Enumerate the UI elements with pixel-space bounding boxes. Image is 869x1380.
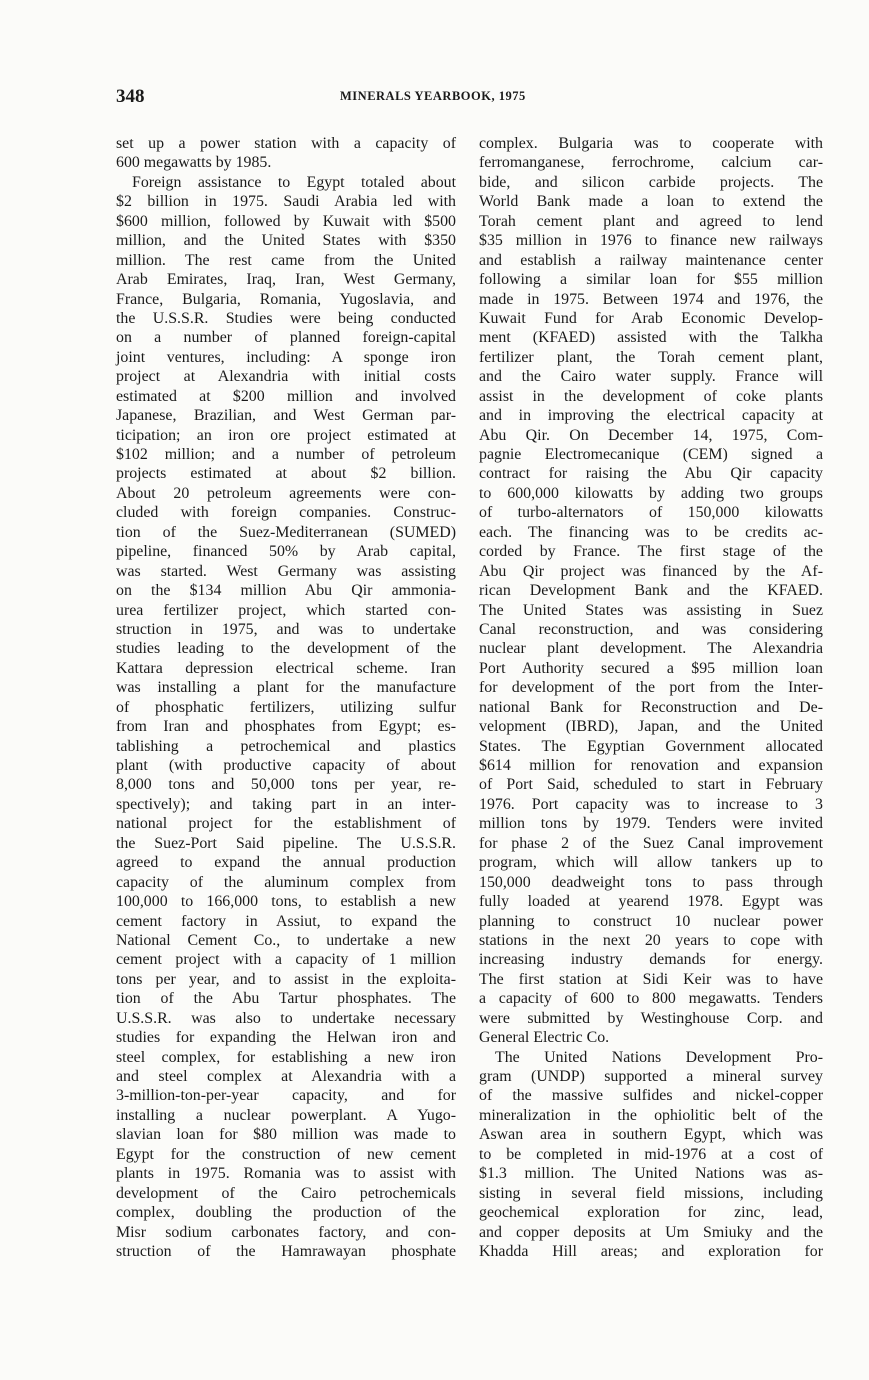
text-line: Misr sodium carbonates factory, and con- (116, 1223, 456, 1241)
text-line: and establish a railway maintenance center (479, 251, 823, 269)
text-line: of turbo-alternators of 150,000 kilowatts (479, 504, 823, 522)
text-line: for phase 2 of the Suez Canal improvement (479, 834, 823, 852)
text-line: struction in 1975, and was to undertake (116, 620, 456, 638)
text-line: of phosphatic fertilizers, utilizing sulfur (116, 698, 456, 716)
text-line: gram (UNDP) supported a mineral survey (479, 1068, 823, 1085)
text-line: national Bank for Reconstruction and De- (479, 698, 823, 716)
text-line: studies for expanding the Helwan iron and (116, 1029, 456, 1047)
text-line: geochemical exploration for zinc, lead, (479, 1204, 823, 1222)
text-line: tion of the Suez-Mediterranean (SUMED) (116, 523, 456, 541)
text-line: plants in 1975. Romania was to assist with (116, 1165, 456, 1183)
text-line: projects estimated at about $2 billion. (116, 465, 456, 483)
text-line: Torah cement plant and agreed to lend (479, 212, 823, 230)
text-line: The United Nations Development Pro- (495, 1048, 823, 1066)
text-line: $614 million for renovation and expansion (479, 757, 823, 774)
text-line: steel complex, for establishing a new iron (116, 1048, 456, 1066)
text-line: following a similar loan for $55 million (479, 271, 823, 289)
text-line: States. The Egyptian Government allocated (479, 737, 823, 755)
text-line: Port Authority secured a $95 million loan (479, 659, 823, 677)
text-line: made in 1975. Between 1974 and 1976, the (479, 290, 823, 308)
text-line: development of the Cairo petrochemicals (116, 1184, 456, 1202)
text-line: the U.S.S.R. Studies were being conducted (116, 309, 456, 327)
text-line: $102 million; and a number of petroleum (116, 446, 456, 463)
text-line: Kattara depression electrical scheme. Iran (116, 659, 456, 677)
text-line: tons per year, and to assist in the exploita- (116, 970, 456, 988)
text-line: U.S.S.R. was also to undertake necessary (116, 1009, 456, 1027)
text-line: fertilizer plant, the Torah cement plant, (479, 348, 823, 366)
text-line: were submitted by Westinghouse Corp. and (479, 1009, 823, 1027)
text-line: of the massive sulfides and nickel-copper (479, 1087, 823, 1105)
text-line: project at Alexandria with initial costs (116, 368, 456, 386)
text-line: rican Development Bank and the KFAED. (479, 582, 823, 600)
text-line: pagnie Electromecanique (CEM) signed a (479, 446, 823, 463)
text-line: million, and the United States with $350 (116, 232, 456, 250)
text-line: The United States was assisting in Suez (479, 601, 823, 619)
text-line: was started. West Germany was assisting (116, 562, 456, 580)
text-line: joint ventures, including: A sponge iron (116, 348, 456, 366)
text-line: planning to construct 10 nuclear power (479, 912, 823, 930)
text-line: velopment (IBRD), Japan, and the United (479, 718, 823, 736)
text-line: 100,000 to 166,000 tons, to establish a new (116, 893, 456, 911)
text-line: complex, doubling the production of the (116, 1204, 456, 1222)
right-text-column (479, 134, 823, 1261)
text-line: the Suez-Port Said pipeline. The U.S.S.R. (116, 834, 456, 852)
text-line: to be completed in mid-1976 at a cost of (479, 1145, 823, 1163)
text-line: Egypt for the construction of new cement (116, 1145, 456, 1163)
text-line: increasing industry demands for energy. (479, 951, 823, 969)
text-line: slavian loan for $80 million was made to (116, 1126, 456, 1144)
text-line: assist in the development of coke plants (479, 387, 823, 405)
text-line: nuclear plant development. The Alexandria (479, 640, 823, 658)
text-line: National Cement Co., to undertake a new (116, 931, 456, 949)
text-line: estimated at $200 million and involved (116, 387, 456, 405)
text-line: World Bank made a loan to extend the (479, 193, 823, 211)
page-number: 348 (116, 86, 145, 107)
text-line: contract for raising the Abu Qir capacity (479, 465, 823, 483)
text-line: struction of the Hamrawayan phosphate (116, 1242, 456, 1260)
left-text-column (116, 134, 456, 1261)
text-line: of Port Said, scheduled to start in February (479, 776, 823, 794)
text-line: Abu Qir project was financed by the Af- (479, 562, 823, 580)
text-line: on the $134 million Abu Qir ammonia- (116, 582, 456, 600)
text-line: and copper deposits at Um Smiuky and the (479, 1223, 823, 1241)
text-line: France, Bulgaria, Romania, Yugoslavia, and (116, 290, 456, 308)
text-line: 600 megawatts by 1985. (116, 154, 272, 172)
text-line: tablishing a petrochemical and plastics (116, 737, 456, 755)
text-line: to 600,000 kilowatts by adding two groups (479, 484, 823, 502)
text-line: General Electric Co. (479, 1029, 610, 1047)
text-line: stations in the next 20 years to cope with (479, 931, 823, 949)
text-line: About 20 petroleum agreements were con- (116, 484, 456, 502)
text-line: and steel complex at Alexandria with a (116, 1068, 456, 1085)
text-line: plant (with productive capacity of about (116, 757, 456, 774)
text-line: mineralization in the ophiolitic belt of the (479, 1106, 823, 1124)
text-line: fully loaded at yearend 1978. Egypt was (479, 893, 823, 911)
text-line: complex. Bulgaria was to cooperate with (479, 135, 823, 152)
text-line: corded by France. The first stage of the (479, 543, 823, 561)
text-line: set up a power station with a capacity of (116, 135, 456, 152)
text-line: and in improving the electrical capacity at (479, 407, 823, 425)
text-line: Khadda Hill areas; and exploration for (479, 1242, 823, 1260)
text-line: Kuwait Fund for Arab Economic Develop- (479, 309, 823, 327)
text-line: pipeline, financed 50% by Arab capital, (116, 543, 456, 561)
text-line: The first station at Sidi Keir was to have (479, 970, 823, 988)
text-line: Arab Emirates, Iraq, Iran, West Germany, (116, 271, 456, 289)
text-line: Abu Qir. On December 14, 1975, Com- (479, 426, 823, 444)
text-line: 3-million-ton-per-year capacity, and for (116, 1087, 456, 1105)
text-line: installing a nuclear powerplant. A Yugo- (116, 1106, 456, 1124)
text-line: cement project with a capacity of 1 million (116, 951, 456, 969)
text-line: 8,000 tons and 50,000 tons per year, re- (116, 776, 456, 794)
text-line: Foreign assistance to Egypt totaled about (132, 173, 456, 191)
text-line: a capacity of 600 to 800 megawatts. Tenders (479, 990, 823, 1008)
text-line: bide, and silicon carbide projects. The (479, 173, 823, 191)
text-line: million tons by 1979. Tenders were invited (479, 815, 823, 833)
text-line: capacity of the aluminum complex from (116, 873, 456, 891)
text-line: ticipation; an iron ore project estimated at (116, 426, 456, 444)
text-line: Canal reconstruction, and was considering (479, 620, 823, 638)
text-line: $35 million in 1976 to finance new railways (479, 232, 823, 250)
text-line: million. The rest came from the United (116, 251, 456, 269)
text-line: $1.3 million. The United Nations was as- (479, 1165, 823, 1183)
text-line: from Iran and phosphates from Egypt; es- (116, 718, 456, 736)
text-line: ferromanganese, ferrochrome, calcium car- (479, 154, 823, 172)
text-line: Aswan area in southern Egypt, which was (479, 1126, 823, 1144)
text-line: agreed to expand the annual production (116, 854, 456, 872)
text-line: program, which will allow tankers up to (479, 854, 823, 872)
text-line: tion of the Abu Tartur phosphates. The (116, 990, 456, 1008)
text-line: for development of the port from the Inter- (479, 679, 823, 697)
running-head: MINERALS YEARBOOK, 1975 (340, 89, 526, 103)
text-line: $2 billion in 1975. Saudi Arabia led with (116, 193, 456, 211)
text-line: sisting in several field missions, including (479, 1184, 823, 1202)
text-line: spectively); and taking part in an inter- (116, 795, 456, 813)
text-line: national project for the establishment of (116, 815, 456, 833)
text-line: $600 million, followed by Kuwait with $500 (116, 212, 456, 230)
text-line: ment (KFAED) assisted with the Talkha (479, 329, 823, 347)
text-line: Japanese, Brazilian, and West German par- (116, 407, 456, 425)
text-line: was installing a plant for the manufacture (116, 679, 456, 697)
text-line: studies leading to the development of the (116, 640, 456, 658)
text-line: cement factory in Assiut, to expand the (116, 912, 456, 930)
text-line: 150,000 deadweight tons to pass through (479, 873, 823, 891)
text-line: each. The financing was to be credits ac- (479, 523, 823, 541)
text-line: cluded with foreign companies. Construc- (116, 504, 456, 522)
text-line: urea fertilizer project, which started con- (116, 601, 456, 619)
text-line: 1976. Port capacity was to increase to 3 (479, 795, 823, 813)
text-line: on a number of planned foreign-capital (116, 329, 456, 347)
text-line: and the Cairo water supply. France will (479, 368, 823, 386)
